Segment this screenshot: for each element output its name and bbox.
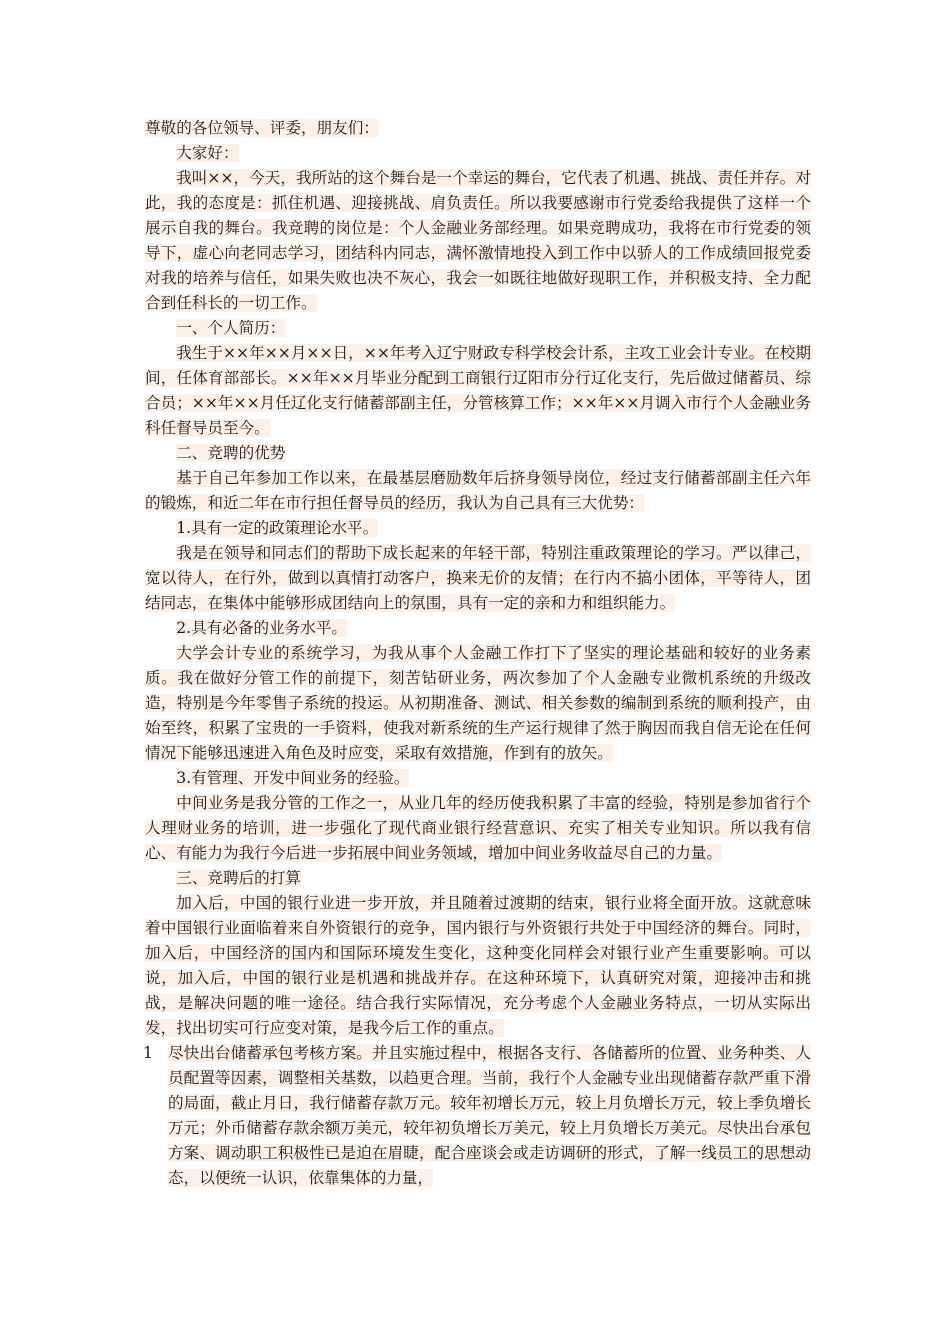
section-heading-advantages [145,441,811,466]
plans-text: 加入后，中国的银行业进一步开放，并且随着过渡期的结束，银行业将全面开放。这就意味着中国银行业面临着来自外资银行的竞争，国内银行与外资银行共处于中国经济的舞台。同时，加入后，中国经济的国内和国际环境发生变化，这种变化同样会对银行业产生重要影响。可以说，加入后，中国的银行业是机遇和挑战并存。在这种环境下，认真研究对策，迎接冲击和挑战，是解决问题的唯一途径。结合我行实际情况，充分考虑个人金融业务特点，一切从实际出发，找出切实可行应变对策，是我今后工作的重点。 [145,894,811,1037]
section-heading-resume-text: 一、个人简历： [176,319,286,337]
advantage-1-paragraph [145,541,811,616]
advantage-3-heading-text: 3.有管理、开发中间业务的经验。 [176,769,410,787]
advantage-2-paragraph [145,641,811,766]
advantage-1-heading [145,516,811,541]
greeting-text: 大家好： [176,144,239,162]
advantages-paragraph [145,466,811,516]
advantage-2-heading [145,616,811,641]
section-heading-advantages-text: 二、竞聘的优势 [176,444,286,462]
list-item [143,1041,811,1191]
salutation [145,116,811,141]
advantage-3-paragraph [145,791,811,866]
intro-text: 我叫××，今天，我所站的这个舞台是一个幸运的舞台，它代表了机遇、挑战、责任并存。对此，我的态度是：抓住机遇、迎接挑战、肩负责任。所以我要感谢市行党委给我提供了这样一个展示自我的舞台。我竞聘的岗位是：个人金融业务部经理。如果竞聘成功，我将在市行党委的领导下，虚心向老同志学习，团结科内同志，满怀激情地投入到工作中以骄人的工作成绩回报党委对我的培养与信任，如果失败也决不灰心，我会一如既往地做好现职工作，并积极支持、全力配合到任科长的一切工作。 [145,169,811,312]
resume-paragraph [145,341,811,441]
advantage-3-text: 中间业务是我分管的工作之一，从业几年的经历使我积累了丰富的经验，特别是参加省行个人理财业务的培训，进一步强化了现代商业银行经营意识、充实了相关专业知识。所以我有信心、有能力为我行今后进一步拓展中间业务领域，增加中间业务收益尽自己的力量。 [145,794,811,862]
list-item-text: 尽快出台储蓄承包考核方案。并且实施过程中，根据各支行、各储蓄所的位置、业务种类、人员配置等因素，调整相关基数，以趋更合理。当前，我行个人金融专业出现储蓄存款严重下滑的局面，截止月日，我行储蓄存款万元。较年初增长万元，较上月负增长万元，较上季负增长万元；外币储蓄存款余额万美元，较年初负增长万美元，较上月负增长万美元。尽快出台承包方案、调动职工积极性已是迫在眉睫，配合座谈会或走访调研的形式，了解一线员工的思想动态，以便统一认识，依靠集体的力量， [168,1044,811,1187]
greeting [145,141,811,166]
section-heading-plans [145,866,811,891]
list-item-body [168,1041,811,1191]
advantages-text: 基于自己年参加工作以来，在最基层磨励数年后挤身领导岗位，经过支行储蓄部副主任六年的锻炼，和近二年在市行担任督导员的经历，我认为自己具有三大优势： [145,469,811,512]
advantage-2-heading-text: 2.具有必备的业务水平。 [176,619,348,637]
section-heading-plans-text: 三、竞聘后的打算 [176,869,301,887]
salutation-text: 尊敬的各位领导、评委，朋友们： [145,119,379,137]
advantage-1-heading-text: 1.具有一定的政策理论水平。 [176,519,379,537]
document-page [145,116,811,1191]
advantage-1-text: 我是在领导和同志们的帮助下成长起来的年轻干部，特别注重政策理论的学习。严以律己，宽以待人，在行外，做到以真情打动客户，换来无价的友情；在行内不搞小团体，平等待人，团结同志，在集体中能够形成团结向上的氛围，具有一定的亲和力和组织能力。 [145,544,811,612]
list-item-number: 1 [143,1044,153,1062]
advantage-3-heading [145,766,811,791]
advantage-2-text: 大学会计专业的系统学习，为我从事个人金融工作打下了坚实的理论基础和较好的业务素质。我在做好分管工作的前提下，刻苦钻研业务，两次参加了个人金融专业微机系统的升级改造，特别是今年零售子系统的投运。从初期准备、测试、相关参数的编制到系统的顺利投产，由始至终，积累了宝贵的一手资料，使我对新系统的生产运行规律了然于胸因而我自信无论在任何情况下能够迅速进入角色及时应变，采取有效措施，作到有的放矢。 [145,644,811,762]
plans-paragraph [145,891,811,1041]
intro-paragraph [145,166,811,316]
resume-text: 我生于××年××月××日，××年考入辽宁财政专科学校会计系，主攻工业会计专业。在校期间，任体育部部长。××年××月毕业分配到工商银行辽阳市分行辽化支行，先后做过储蓄员、综合员；××年××月任辽化支行储蓄部副主任，分管核算工作；××年××月调入市行个人金融业务科任督导员至今。 [145,344,811,437]
section-heading-resume [145,316,811,341]
